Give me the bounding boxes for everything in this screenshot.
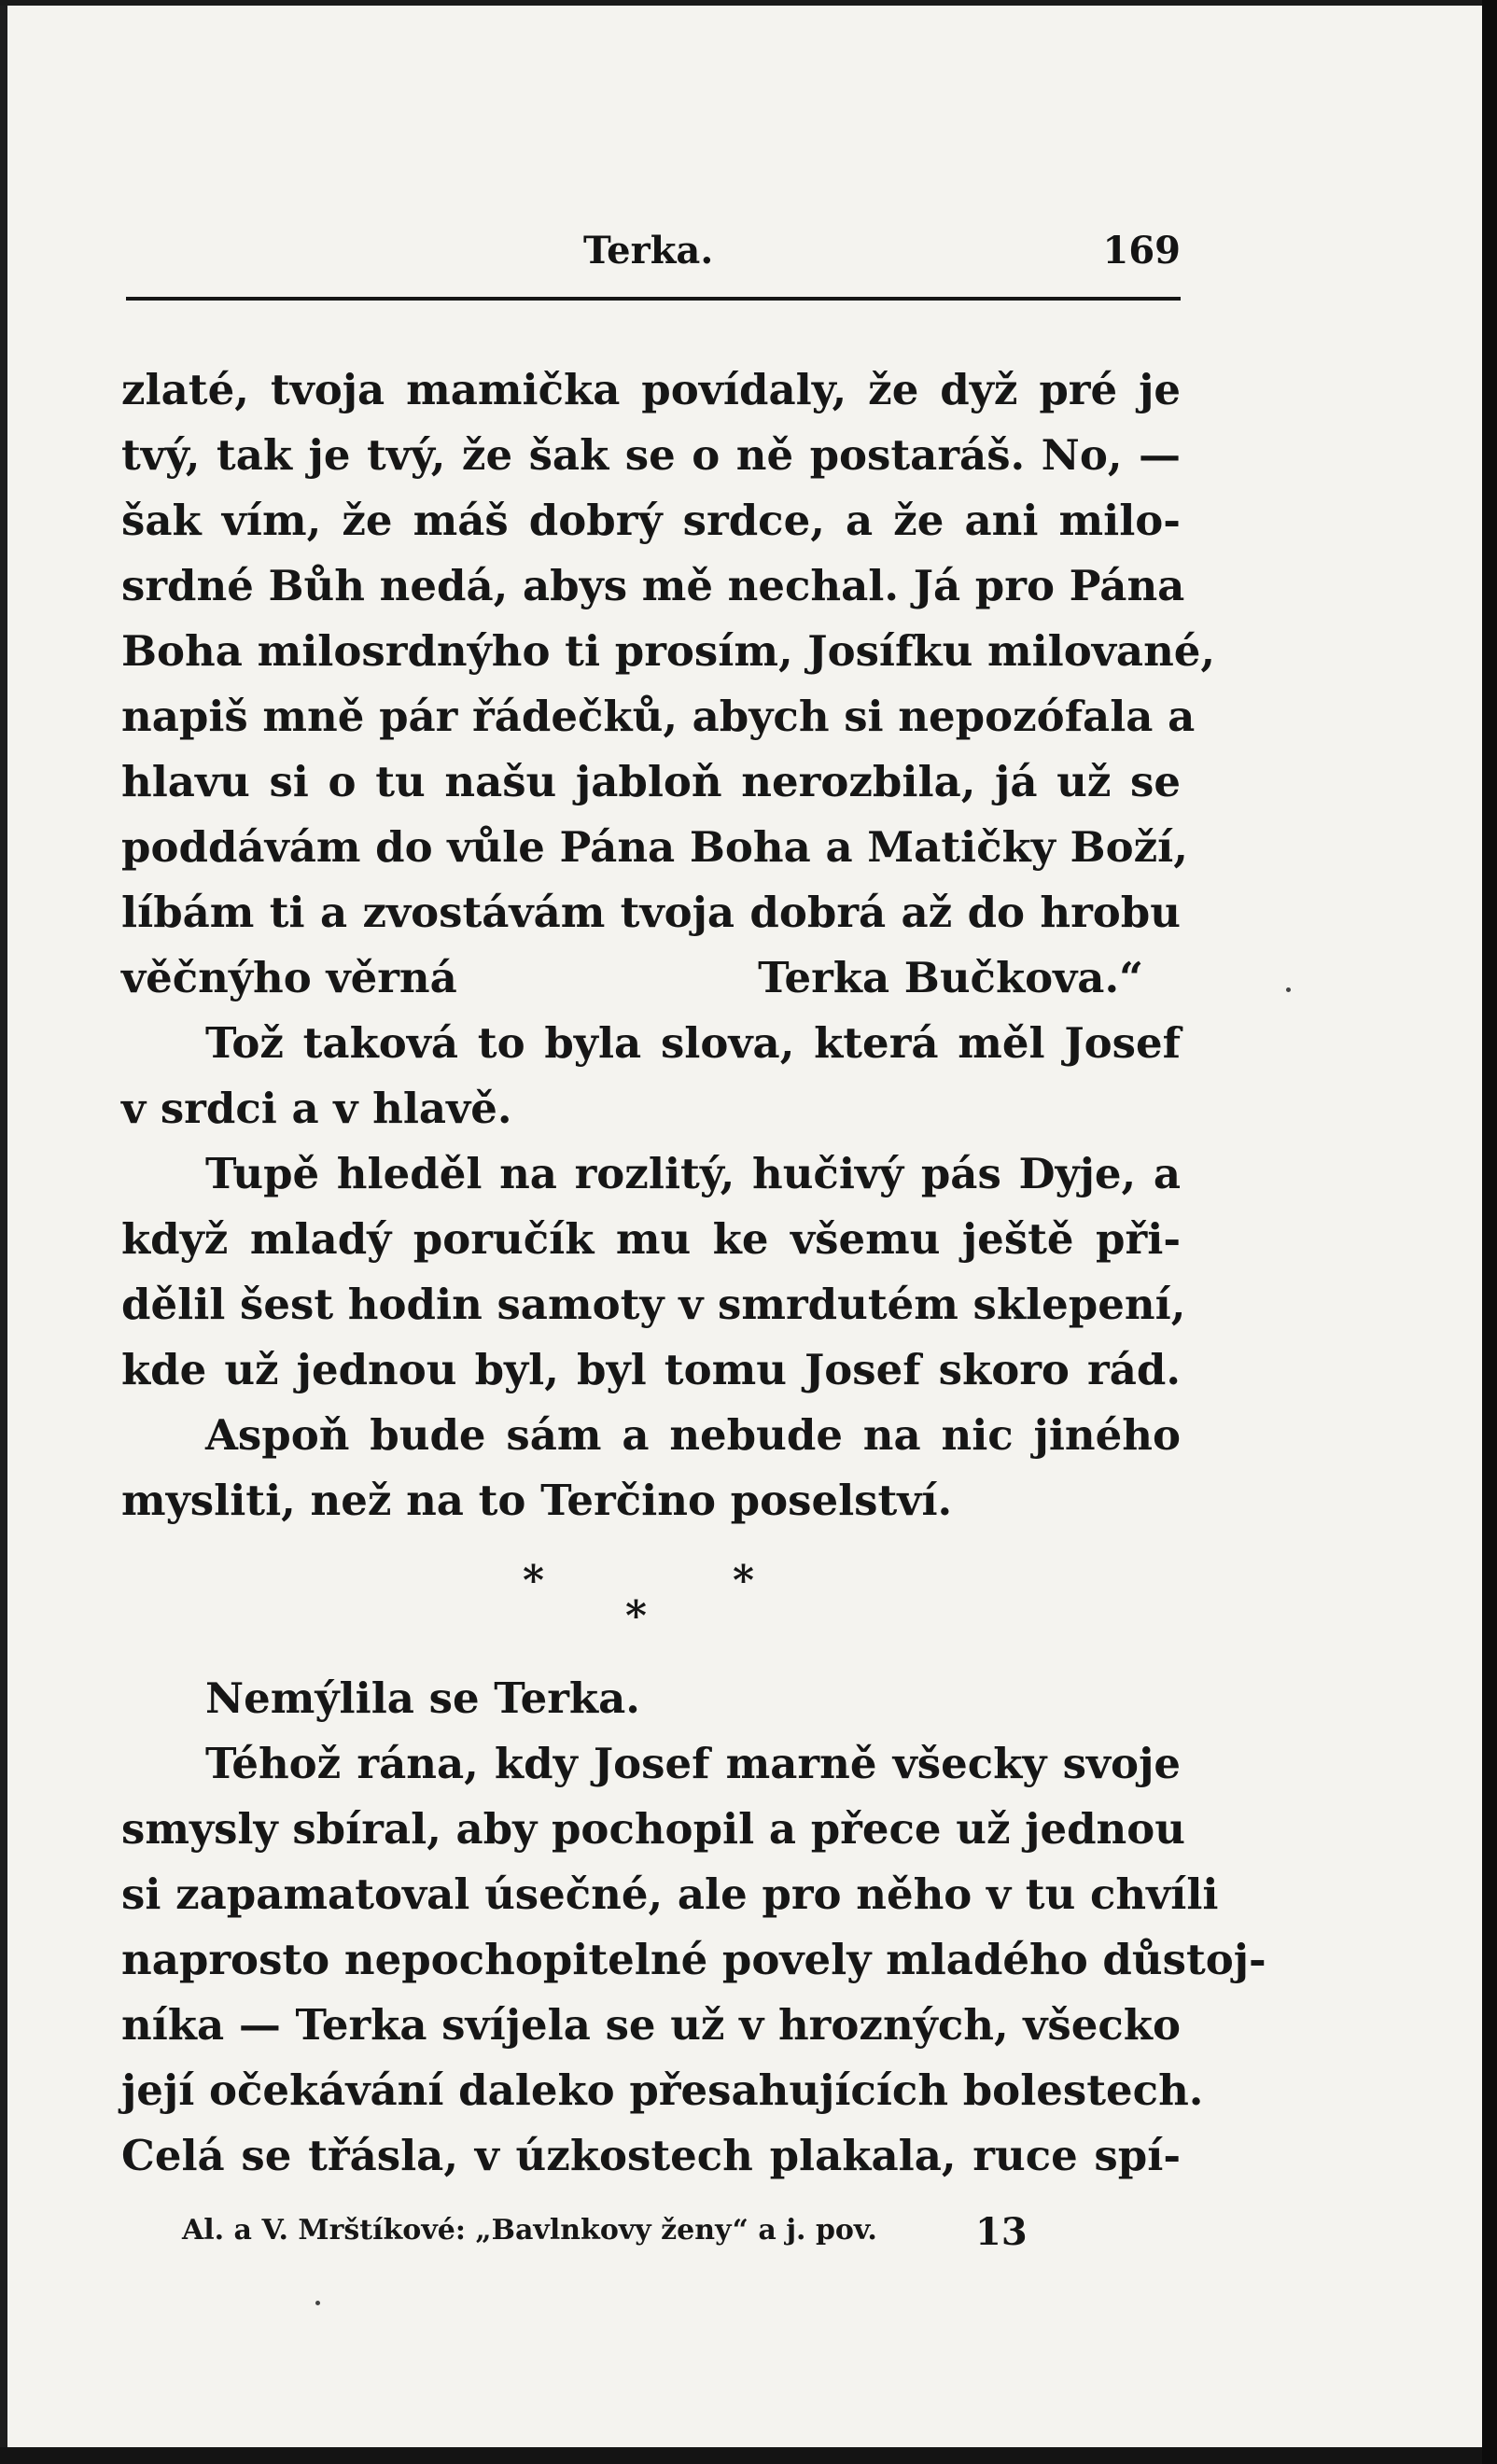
text-line: Nemýlila se Terka. (205, 1673, 640, 1723)
text-line: poddávám do vůle Pána Boha a Matičky Boží, (121, 822, 1188, 872)
signoff-signature: Terka Bučkova.“ (758, 953, 1143, 1002)
text-line: její očekávání daleko přesahujících bolestech. (121, 2065, 1204, 2115)
scan-speck (1286, 987, 1291, 992)
text-line: tvý, tak je tvý, že šak se o ně postaráš. No, — (121, 430, 1181, 480)
text-line: Aspoň bude sám a nebude na nic jiného (205, 1410, 1181, 1460)
text-line: mysliti, než na to Terčino poselství. (121, 1476, 953, 1525)
section-text (121, 1666, 1266, 2189)
body-text (121, 357, 1216, 1533)
page-footer (182, 2210, 1028, 2257)
scan-speck (315, 2301, 320, 2305)
text-line: když mladý poručík mu ke všemu ještě při- (121, 1214, 1181, 1264)
scan-edge-top (0, 0, 1482, 6)
letter-signoff (121, 945, 1181, 1011)
page-number: 169 (1102, 229, 1181, 273)
footer-note: Al. a V. Mrštíkové: „Bavlnkovy ženy“ a j. pov. (182, 2214, 877, 2247)
signoff-left: věčnýho věrná (121, 953, 457, 1002)
running-title: Terka. (583, 229, 714, 273)
text-line: smysly sbíral, aby pochopil a přece už jednou (121, 1804, 1185, 1854)
text-line: si zapamatoval úsečné, ale pro něho v tu chvíli (121, 1869, 1219, 1919)
separator-star: * (523, 1557, 545, 1604)
text-line: naprosto nepochopitelné povely mladého důstoj- (121, 1935, 1266, 1984)
text-line: Boha milosrdnýho ti prosím, Josífku milované, (121, 626, 1216, 676)
text-line: níka — Terka svíjela se už v hrozných, všecko (121, 2000, 1181, 2050)
separator-star: * (733, 1557, 755, 1604)
text-line: Celá se třásla, v úzkostech plakala, ruce spí- (121, 2131, 1181, 2180)
printer-signature: 13 (975, 2210, 1028, 2254)
text-line: hlavu si o tu našu jabloň nerozbila, já už se (121, 757, 1181, 806)
text-line: zlaté, tvoja mamička povídaly, že dyž pré je (121, 365, 1181, 414)
header-rule (126, 297, 1181, 301)
separator-star: * (625, 1592, 648, 1640)
scan-edge-left (0, 0, 7, 2464)
text-line: dělil šest hodin samoty v smrdutém sklepení, (121, 1280, 1186, 1329)
text-line: líbám ti a zvostávám tvoja dobrá až do hrobu (121, 888, 1181, 937)
scan-edge-right (1482, 0, 1497, 2464)
text-line: šak vím, že máš dobrý srdce, a že ani milo- (121, 496, 1181, 545)
running-header (126, 229, 1181, 285)
text-line: Tupě hleděl na rozlitý, hučivý pás Dyje, a (205, 1149, 1181, 1198)
text-line: napiš mně pár řádečků, abych si nepozófala a (121, 692, 1196, 741)
text-line: kde už jednou byl, byl tomu Josef skoro rád. (121, 1345, 1181, 1394)
text-line: Tož taková to byla slova, která měl Josef (205, 1018, 1181, 1068)
section-separator (523, 1557, 765, 1640)
text-line: v srdci a v hlavě. (121, 1084, 512, 1133)
scan-edge-bottom (0, 2447, 1482, 2464)
text-line: srdné Bůh nedá, abys mě nechal. Já pro Pána (121, 561, 1185, 610)
text-line: Téhož rána, kdy Josef marně všecky svoje (205, 1739, 1181, 1788)
